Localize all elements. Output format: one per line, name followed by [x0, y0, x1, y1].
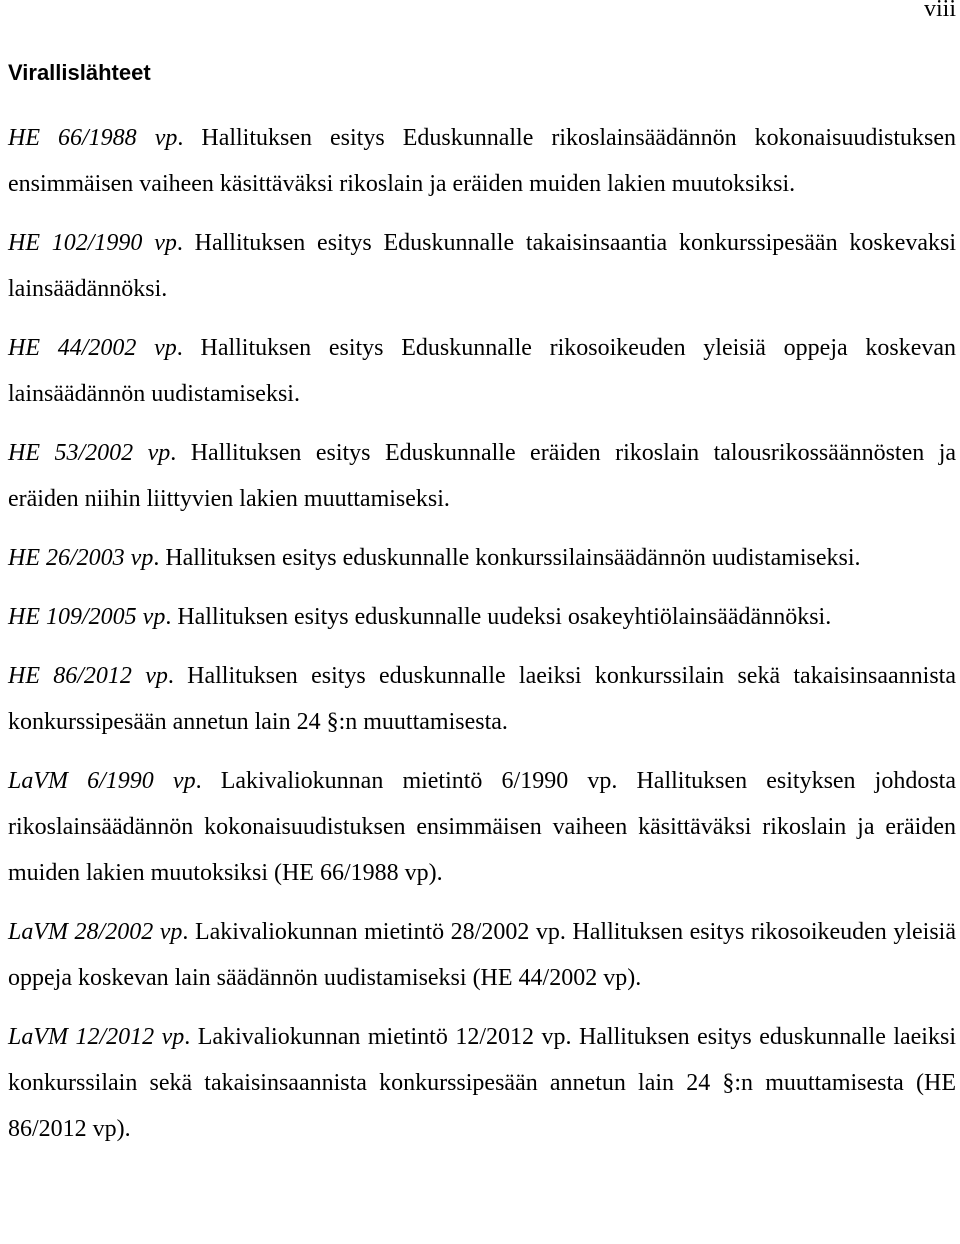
reference-text: . Hallituksen esitys Eduskunnalle takaisinsaantia konkurssipesään koskevaksi lainsäädännöksi.	[8, 230, 957, 302]
reference-item	[8, 1014, 956, 1152]
reference-item	[8, 535, 956, 581]
reference-key: HE 86/2012 vp	[8, 663, 168, 689]
reference-text: . Lakivaliokunnan mietintö 28/2002 vp. Hallituksen esitys rikosoikeuden yleisiä oppeja koskevan lain säädännön uudistamiseksi (HE 44/2002 vp).	[8, 919, 957, 991]
reference-text: . Hallituksen esitys eduskunnalle laeiksi konkurssilain sekä takaisinsaannista konkurssipesään annetun lain 24 §:n muuttamisesta.	[8, 663, 956, 735]
reference-key: HE 102/1990 vp	[8, 230, 177, 256]
reference-text: . Lakivaliokunnan mietintö 12/2012 vp. Hallituksen esitys eduskunnalle laeiksi konkurssilain sekä takaisinsaannista konkurssipesään annetun lain 24 §:n muuttamisesta (HE 86/2012 vp).	[8, 1024, 956, 1142]
reference-key: LaVM 28/2002 vp	[8, 919, 183, 945]
reference-item	[8, 115, 956, 207]
reference-item	[8, 220, 956, 312]
reference-key: HE 109/2005 vp	[8, 604, 166, 630]
section-heading: Virallislähteet	[8, 60, 151, 85]
reference-text: . Lakivaliokunnan mietintö 6/1990 vp. Hallituksen esityksen johdosta rikoslainsäädännön kokonaisuudistuksen ensimmäisen vaiheen käsittäväksi rikoslain ja eräiden muiden lakien muutoksiksi (HE 66/1988 vp).	[8, 768, 957, 886]
reference-key: HE 44/2002 vp	[8, 335, 177, 361]
reference-list	[8, 115, 956, 1165]
reference-item	[8, 653, 956, 745]
reference-text: . Hallituksen esitys Eduskunnalle eräiden rikoslain talousrikossäännösten ja eräiden niihin liittyvien lakien muuttamiseksi.	[8, 440, 957, 512]
reference-key: HE 53/2002 vp	[8, 440, 171, 466]
reference-item	[8, 594, 956, 640]
reference-text: . Hallituksen esitys Eduskunnalle rikoslainsäädännön kokonaisuudistuksen ensimmäisen vaiheen käsittäväksi rikoslain ja eräiden muiden lakien muutoksiksi.	[8, 125, 956, 197]
reference-text: . Hallituksen esitys eduskunnalle uudeksi osakeyhtiölainsäädännöksi.	[165, 604, 832, 630]
reference-item	[8, 430, 956, 522]
page-number: viii	[923, 0, 956, 22]
reference-item	[8, 909, 956, 1001]
reference-text: . Hallituksen esitys eduskunnalle konkurssilainsäädännön uudistamiseksi.	[153, 545, 861, 571]
reference-key: LaVM 6/1990 vp	[8, 768, 196, 794]
reference-text: . Hallituksen esitys Eduskunnalle rikosoikeuden yleisiä oppeja koskevan lainsäädännön uudistamiseksi.	[8, 335, 957, 407]
reference-item	[8, 325, 956, 417]
reference-key: HE 66/1988 vp	[8, 125, 178, 151]
reference-key: LaVM 12/2012 vp	[8, 1024, 185, 1050]
reference-key: HE 26/2003 vp	[8, 545, 154, 571]
reference-item	[8, 758, 956, 896]
